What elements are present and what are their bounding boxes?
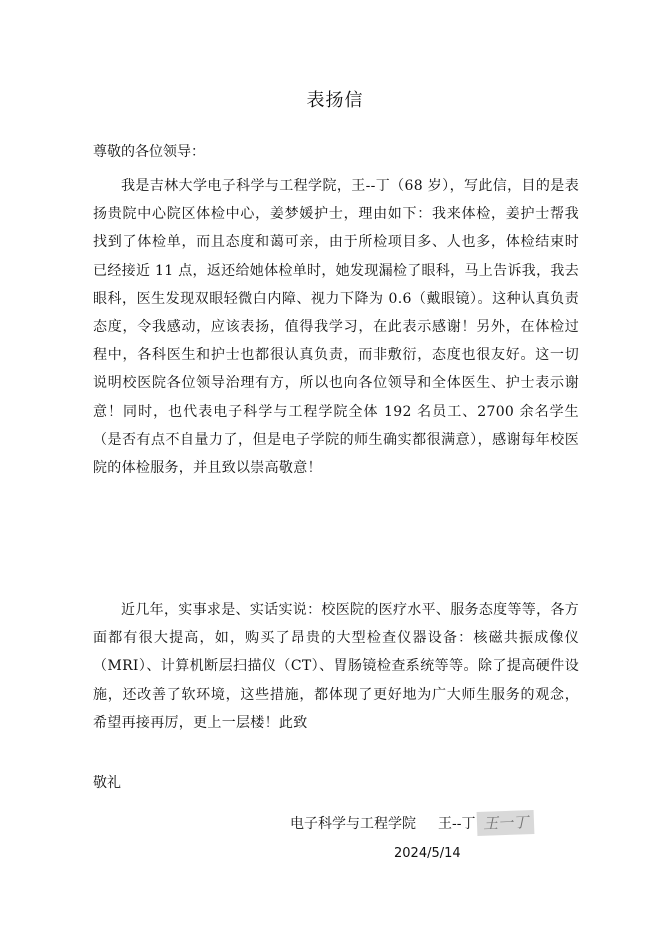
signature-line [290, 811, 534, 835]
sender-name: 王--丁 [438, 816, 476, 832]
letter-title: 表扬信 [306, 90, 364, 111]
closing-salute: 敬礼 [93, 775, 121, 791]
letter-date: 2024/5/14 [394, 846, 461, 861]
handwritten-signature: 王一丁 [477, 810, 535, 836]
body-paragraph-2: 近几年，实事求是、实话实说：校医院的医疗水平、服务态度等等，各方面都有很大提高，如，购买了昂贵的大型检查仪器设备：核磁共振成像仪（MRI）、计算机断层扫描仪（CT）、胃肠镜检查系统等等。除了提高硬件设施，还改善了软环境，这些措施，都体现了更好地为广大师生服务的观念，希望再接再厉，更上一层楼！此致 [93, 602, 579, 731]
body-paragraph-1: 我是吉林大学电子科学与工程学院，王--丁（68 岁），写此信，目的是表扬贵院中心院区体检中心，姜梦媛护士，理由如下：我来体检，姜护士帮我找到了体检单，而且态度和蔼可亲，由于所检项目多、人也多，体检结束时已经接近 11 点，返还给她体检单时，她发现漏检了眼科，马上告诉我，我去眼科，医生发现双眼轻微白内障、视力下降为 0.6（戴眼镜）。这种认真负责态度，令我感动，应该表扬，值得我学习，在此表示感谢！另外，在体检过程中，各科医生和护士也都很认真负责，而非敷衍，态度也很友好。这一切说明校医院各位领导治理有方，所以也向各位领导和全体医生、护士表示谢意！同时，也代表电子科学与工程学院全体 192 名员工、2700 余名学生（是否有点不自量力了，但是电子学院的师生确实都很满意），感谢每年校医院的体检服务，并且致以崇高敬意！ [93, 178, 579, 477]
sender-organization: 电子科学与工程学院 [290, 816, 416, 832]
salutation: 尊敬的各位领导： [93, 144, 205, 160]
